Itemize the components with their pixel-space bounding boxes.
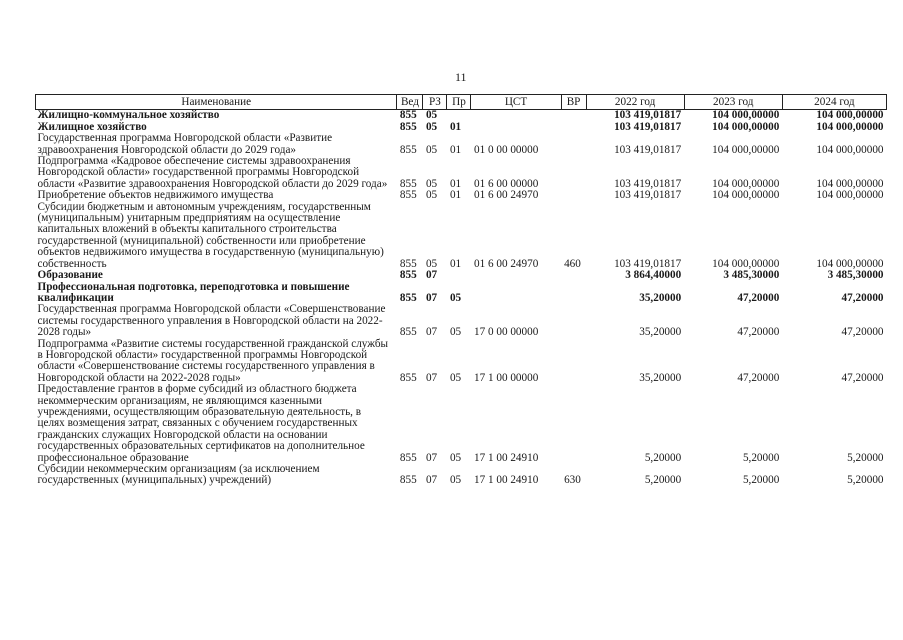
- row-2024: 104 000,00000: [816, 257, 884, 270]
- row-vr: [561, 270, 586, 281]
- row-ved: 855: [399, 474, 417, 487]
- row-ved: 855: [399, 257, 417, 270]
- row-pr: 01: [449, 143, 462, 156]
- row-2024: 5,20000: [847, 451, 884, 464]
- table-row: [36, 384, 887, 464]
- row-pr: 05: [449, 474, 462, 487]
- header-rz: РЗ: [423, 95, 447, 110]
- row-2023: 104 000,00000: [712, 109, 780, 122]
- table-row: [36, 202, 887, 270]
- row-cst: 17 0 00 00000: [473, 326, 539, 339]
- row-name: Подпрограмма «Кадровое обеспечение системы здравоохранения Новгородской области» государственной программы Новгородской области «Развитие здравоохранения Новгородской области до 2029 года»: [37, 155, 388, 190]
- row-rz: 07: [425, 326, 438, 339]
- row-pr: 05: [449, 451, 462, 464]
- row-name: Приобретение объектов недвижимого имущества: [37, 189, 274, 202]
- header-cst: ЦСТ: [471, 95, 561, 110]
- table-header-row: [36, 95, 887, 110]
- row-2024: 47,20000: [841, 371, 884, 384]
- row-2022: 103 419,01817: [614, 257, 682, 270]
- row-2024: 104 000,00000: [816, 189, 884, 202]
- row-rz: 05: [425, 120, 438, 133]
- row-2024: 104 000,00000: [816, 143, 884, 156]
- row-ved: 855: [399, 189, 417, 202]
- row-name: Жилищно-коммунальное хозяйство: [37, 109, 220, 122]
- row-rz: 05: [425, 189, 438, 202]
- row-rz: 07: [425, 291, 438, 304]
- row-2022: 3 864,40000: [625, 269, 682, 282]
- row-name: Образование: [37, 269, 103, 282]
- row-2024: 104 000,00000: [816, 109, 884, 122]
- row-cst: 17 1 00 24910: [473, 474, 539, 487]
- row-cst: [471, 282, 561, 305]
- row-cst: [471, 110, 561, 122]
- row-2022: 103 419,01817: [614, 109, 682, 122]
- row-vr: [561, 122, 586, 133]
- row-name: Субсидии некоммерческим организациям (за исключением государственных (муниципальных) учреждений): [37, 463, 320, 487]
- row-vr: [561, 110, 586, 122]
- table-row: [36, 133, 887, 156]
- row-vr: 460: [564, 257, 581, 270]
- row-2023: 104 000,00000: [712, 120, 780, 133]
- row-2022: 35,20000: [639, 326, 682, 339]
- row-vr: [561, 384, 586, 464]
- header-ved: Вед: [397, 95, 423, 110]
- header-2023: 2023 год: [684, 95, 782, 110]
- row-2024: 47,20000: [841, 291, 884, 304]
- row-2022: 103 419,01817: [614, 120, 682, 133]
- row-pr: 05: [449, 371, 462, 384]
- row-rz: 05: [425, 143, 438, 156]
- row-2024: 104 000,00000: [816, 120, 884, 133]
- row-ved: 855: [399, 177, 417, 190]
- row-2023: 104 000,00000: [712, 257, 780, 270]
- row-vr: [561, 190, 586, 201]
- header-pr: Пр: [447, 95, 471, 110]
- row-name: Профессиональная подготовка, переподготовка и повышение квалификации: [37, 280, 350, 304]
- row-vr: [561, 282, 586, 305]
- page-number: 11: [455, 70, 467, 84]
- row-name: Подпрограмма «Развитие системы государственной гражданской службы в Новгородской области» государственной программы Новгородской области «Совершенствование системы государственного управления в Новгородской области на 2022-2028 годы»: [37, 337, 389, 384]
- table-row: [36, 282, 887, 305]
- row-2023: 47,20000: [737, 371, 780, 384]
- row-pr: 01: [449, 120, 462, 133]
- row-rz: 05: [425, 109, 438, 122]
- row-ved: 855: [399, 143, 417, 156]
- row-cst: 01 6 00 24970: [473, 257, 539, 270]
- table-row: [36, 304, 887, 338]
- row-2022: 5,20000: [644, 451, 682, 464]
- row-2022: 103 419,01817: [614, 189, 682, 202]
- header-2024: 2024 год: [782, 95, 886, 110]
- row-2023: 104 000,00000: [712, 143, 780, 156]
- row-name: Субсидии бюджетным и автономным учреждениям, государственным (муниципальным) унитарным предприятиям на осуществление капитальных вложений в объекты капитального строительства государственной (муниципальной) собственности или приобретение объектов недвижимого имущества в государственную (муниципальную) собственность: [37, 200, 384, 270]
- row-2024: 5,20000: [847, 474, 884, 487]
- row-cst: 17 1 00 00000: [473, 371, 539, 384]
- row-ved: 855: [399, 326, 417, 339]
- row-pr: 05: [449, 326, 462, 339]
- row-ved: 855: [399, 451, 417, 464]
- row-vr: [561, 156, 586, 190]
- row-2023: 5,20000: [742, 451, 780, 464]
- row-name: Жилищное хозяйство: [37, 120, 147, 133]
- row-vr: [561, 133, 586, 156]
- budget-table: [35, 94, 887, 487]
- header-vr: ВР: [561, 95, 586, 110]
- row-2024: 3 485,30000: [827, 269, 884, 282]
- row-ved: 855: [399, 120, 417, 133]
- row-ved: 855: [399, 269, 417, 282]
- row-rz: 07: [425, 269, 438, 282]
- row-ved: 855: [399, 371, 417, 384]
- row-pr: 01: [449, 257, 462, 270]
- row-2022: 103 419,01817: [614, 177, 682, 190]
- row-2023: 3 485,30000: [723, 269, 780, 282]
- header-2022: 2022 год: [586, 95, 684, 110]
- table-row: [36, 156, 887, 190]
- row-2023: 47,20000: [737, 291, 780, 304]
- row-cst: 17 1 00 24910: [473, 451, 539, 464]
- row-2023: 47,20000: [737, 326, 780, 339]
- row-rz: 05: [425, 177, 438, 190]
- row-vr: [561, 304, 586, 338]
- row-name: Предоставление грантов в форме субсидий из областного бюджета некоммерческим организациям, не являющимся казенными учреждениями, осуществляющим образовательную деятельность, в целях возмещения затрат, связанных с обучением государственных гражданских служащих Новгородской области на основании государственных образовательных сертификатов на дополнительное профессиональное образование: [37, 383, 365, 464]
- row-2022: 35,20000: [639, 371, 682, 384]
- row-ved: 855: [399, 109, 417, 122]
- row-cst: 01 0 00 00000: [473, 143, 539, 156]
- table-row: [36, 270, 887, 281]
- row-vr: 630: [564, 474, 581, 487]
- row-2024: 47,20000: [841, 326, 884, 339]
- table-row: [36, 190, 887, 201]
- row-pr: [447, 270, 471, 281]
- row-cst: [471, 270, 561, 281]
- row-vr: [561, 339, 586, 385]
- row-2022: 5,20000: [644, 474, 682, 487]
- row-cst: [471, 122, 561, 133]
- row-2023: 104 000,00000: [712, 189, 780, 202]
- row-pr: 05: [449, 291, 462, 304]
- row-pr: 01: [449, 177, 462, 190]
- row-2023: 5,20000: [742, 474, 780, 487]
- row-2024: 104 000,00000: [816, 177, 884, 190]
- row-pr: 01: [449, 189, 462, 202]
- row-name: Государственная программа Новгородской области «Развитие здравоохранения Новгородской области до 2029 года»: [37, 132, 333, 156]
- row-rz: 07: [425, 451, 438, 464]
- row-2022: 35,20000: [639, 291, 682, 304]
- row-rz: 07: [425, 371, 438, 384]
- row-2022: 103 419,01817: [614, 143, 682, 156]
- row-cst: 01 6 00 24970: [473, 189, 539, 202]
- row-2023: 104 000,00000: [712, 177, 780, 190]
- row-rz: 05: [425, 257, 438, 270]
- row-ved: 855: [399, 291, 417, 304]
- table-row: [36, 339, 887, 385]
- row-name: Государственная программа Новгородской области «Совершенствование системы государственного управления в Новгородской области на 2022-2028 годы»: [37, 303, 386, 339]
- table-row: [36, 464, 887, 487]
- header-name: Наименование: [36, 95, 397, 110]
- row-cst: 01 6 00 00000: [473, 177, 539, 190]
- row-rz: 07: [425, 474, 438, 487]
